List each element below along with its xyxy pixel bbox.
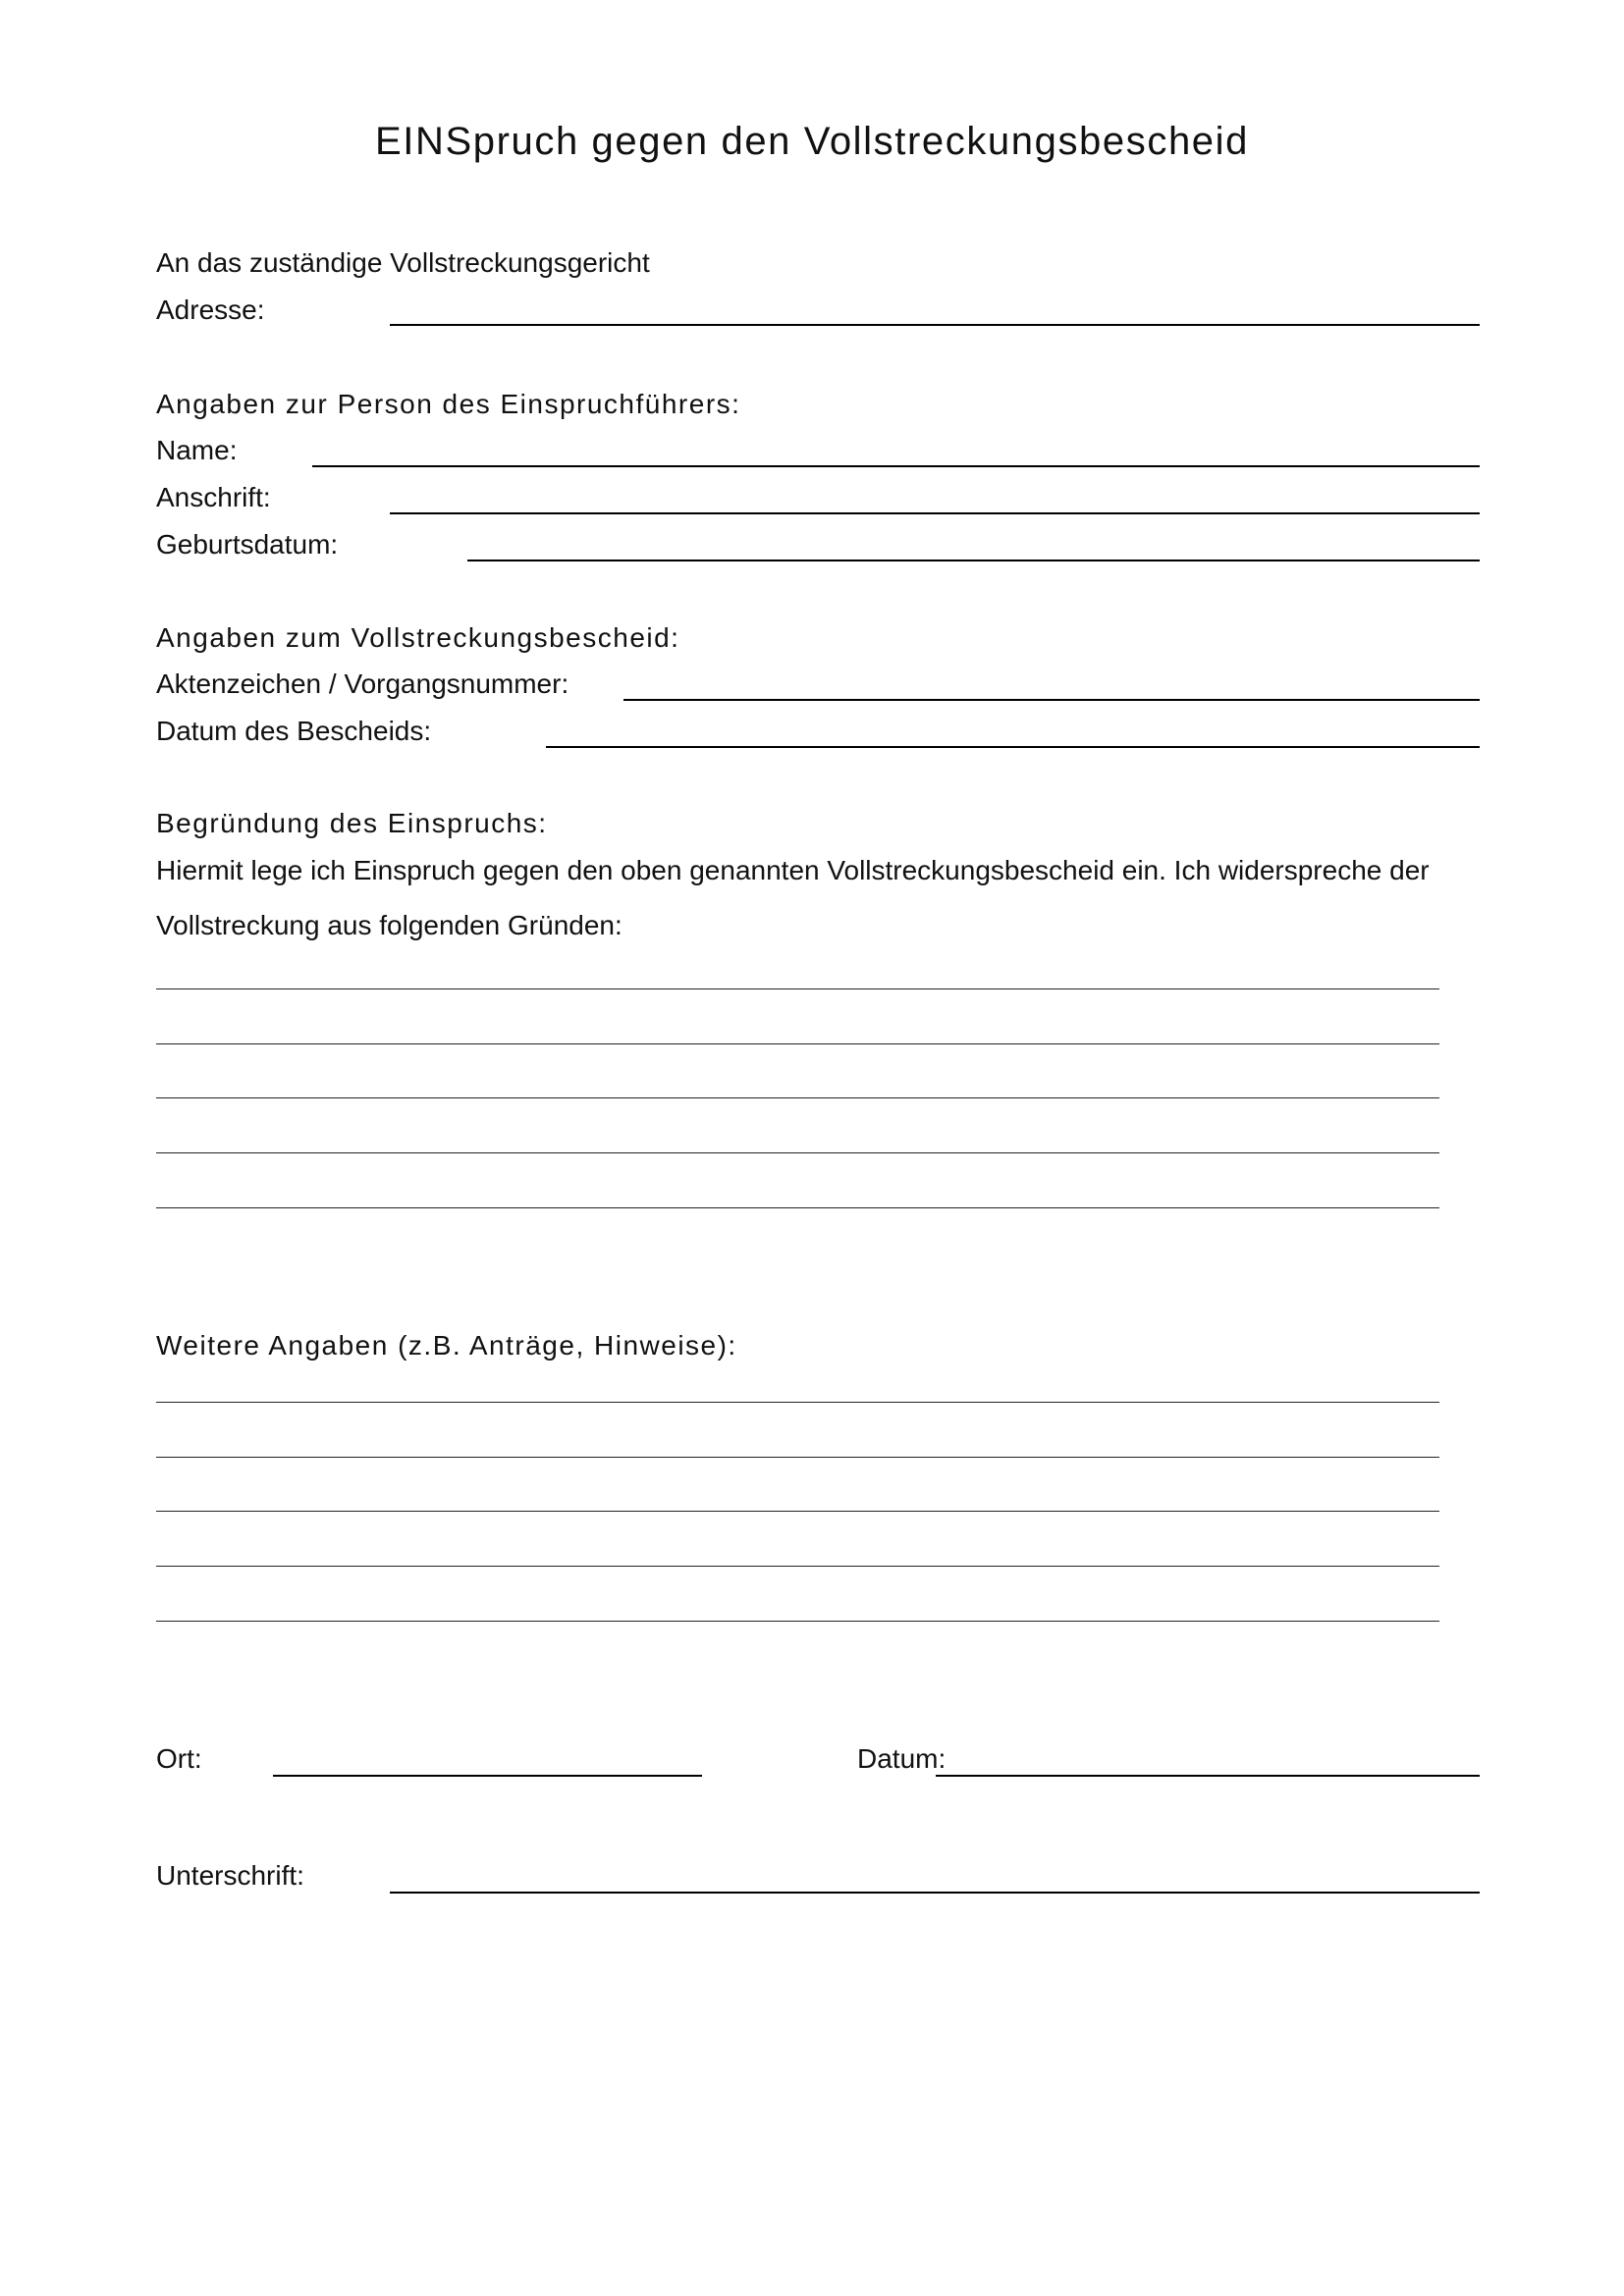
page-title: EINSpruch gegen den Vollstreckungsbescheid [375,120,1249,163]
reason-writing-line[interactable] [156,1152,1439,1153]
person-address-field[interactable] [390,512,1480,514]
further-heading: Weitere Angaben (z.B. Anträge, Hinweise): [156,1330,737,1361]
person-name-label: Name: [156,435,238,465]
court-address-field[interactable] [390,324,1480,326]
reason-writing-line[interactable] [156,988,1439,989]
reason-text-line1: Hiermit lege ich Einspruch gegen den oben genannten Vollstreckungsbescheid ein. Ich widerspreche der [156,855,1430,885]
court-address-label: Adresse: [156,294,265,325]
reason-writing-line[interactable] [156,1043,1439,1044]
court-heading: An das zuständige Vollstreckungsgericht [156,247,650,278]
further-writing-line[interactable] [156,1566,1439,1567]
signature-field[interactable] [390,1892,1480,1894]
person-heading: Angaben zur Person des Einspruchführers: [156,389,741,419]
place-field[interactable] [273,1775,702,1777]
reason-writing-line[interactable] [156,1097,1439,1098]
person-name-field[interactable] [312,465,1480,467]
reason-text-line2: Vollstreckung aus folgenden Gründen: [156,910,623,940]
person-birthdate-label: Geburtsdatum: [156,529,339,560]
notice-case-label: Aktenzeichen / Vorgangsnummer: [156,668,569,699]
further-writing-line[interactable] [156,1621,1439,1622]
notice-date-field[interactable] [546,746,1480,748]
notice-heading: Angaben zum Vollstreckungsbescheid: [156,622,680,653]
reason-heading: Begründung des Einspruchs: [156,808,548,838]
person-birthdate-field[interactable] [467,560,1480,561]
further-writing-line[interactable] [156,1402,1439,1403]
further-writing-line[interactable] [156,1457,1439,1458]
signature-label: Unterschrift: [156,1860,304,1891]
date-label: Datum: [857,1743,947,1774]
further-writing-line[interactable] [156,1511,1439,1512]
person-address-label: Anschrift: [156,482,271,512]
reason-writing-line[interactable] [156,1207,1439,1208]
place-label: Ort: [156,1743,202,1774]
date-field[interactable] [936,1775,1480,1777]
notice-case-field[interactable] [623,699,1480,701]
notice-date-label: Datum des Bescheids: [156,716,432,746]
